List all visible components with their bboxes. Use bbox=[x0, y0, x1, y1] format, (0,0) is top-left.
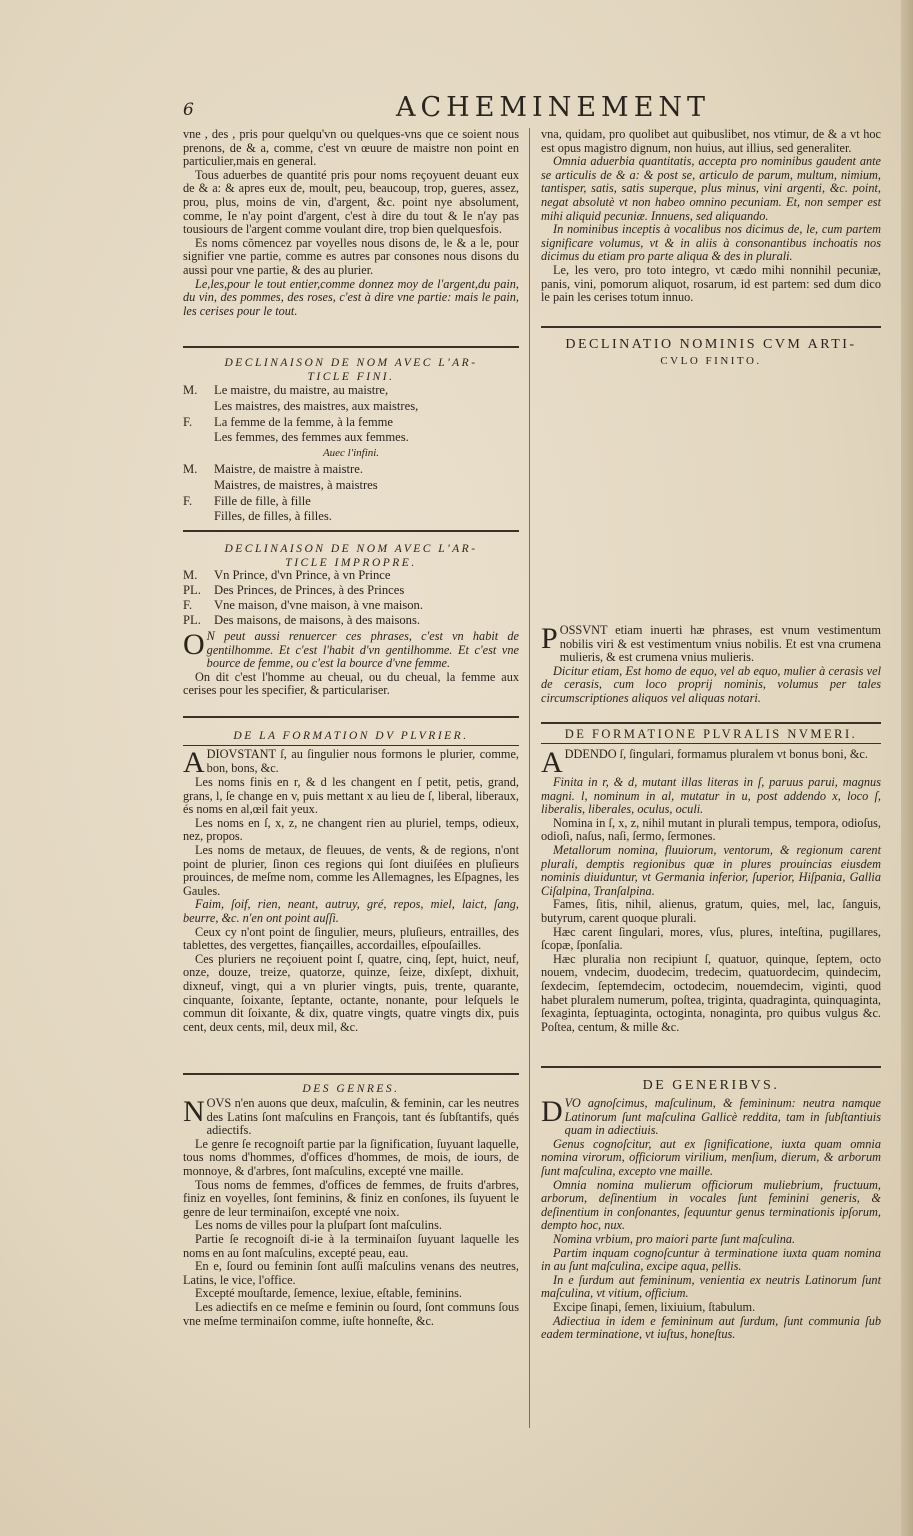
paragraph: Ces pluriers ne reçoiuent point ſ, quatre, cinq, ſept, huict, neuf, onze, douze, treize, quatorze, quinze, ſeize, dixſept, dixhuit, dixneuf, vingt, qui a vn plurier vingts, puis, trente, quarante, cinquante, ſoixante, ſeptante, octante, nonante, pour leſquels le commun dit ſoixante, & dix, quatre vingts, quatre vingts dix, puis cent, deux cents, mil, deux mil, &c. bbox=[183, 951, 519, 1034]
section-title: DECLINAISON DE NOM AVEC L'AR- TICLE FINI. bbox=[224, 357, 478, 383]
section-rule bbox=[183, 716, 519, 718]
paragraph: In e ſurdum aut femininum, venientia ex neutris Latinorum ſunt maſculina, vt vitium, officium. bbox=[541, 1272, 881, 1301]
paragraph: Fames, ſitis, nihil, alienus, gratum, quies, mel, lac, ſanguis, butyrum, carent quoque plurali. bbox=[541, 897, 881, 925]
drop-cap: D bbox=[541, 1095, 563, 1128]
paragraph: Partie ſe recognoiſt di-ie à la terminaiſon ſuyuant laquelle les noms en au ſont maſculins, excepté peau, eau. bbox=[183, 1231, 519, 1260]
section-rule bbox=[541, 743, 881, 744]
paragraph-block: O N peut aussi renuercer ces phrases, c'est vn habit de gentilhomme. Et c'est l'habit d'vn gentilhomme. Et c'est vne bource de femme, ou c'est la bource d'vne femme. On dit c'est l'homme au cheual, ou du cheual, la femme aux cerises pour les specifier, & particulariser. bbox=[183, 628, 519, 698]
paragraph: Nomina vrbium, pro maiori parte ſunt maſculina. bbox=[553, 1231, 796, 1246]
section-title: DECLINATIO NOMINIS CVM ARTI- CVLO FINITO. bbox=[565, 337, 857, 367]
paragraph: En e, ſourd ou feminin ſont auſſi maſculins venans des neutres, Latins, le vice, l'office. bbox=[183, 1259, 519, 1287]
paragraph: Es noms cõmencez par voyelles nous disons de, le & a le, pour signifier vne partie, comme es autres par consones nous disons du aussi pour vne partie, & des au plurier. bbox=[183, 235, 519, 277]
paragraph: In nominibus inceptis à vocalibus nos dicimus de, le, cum partem significare volumus, vt & in aliis à consonantibus inchoatis nos dicimus du etiam pro parte aliqua & des in plurali. bbox=[541, 222, 881, 264]
paragraph: Excepté mouſtarde, ſemence, lexiue, eſtable, feminins. bbox=[195, 1286, 463, 1301]
paragraph: Tous noms de femmes, d'offices de femmes, de fruits d'arbres, finiz en voyelles, ſont feminins, & finiz en conſones, ils ſuyuent le genre de leur terminaiſon, excepté vne noix. bbox=[183, 1177, 519, 1219]
paragraph: Nomina in ſ, x, z, nihil mutant in plurali tempus, tempora, odioſus, odioſi, naſus, naſi, ſermo, ſermones. bbox=[541, 815, 881, 844]
page-number: 6 bbox=[183, 100, 194, 120]
paragraph: Les adiectifs en ce meſme e feminin ou ſourd, ſont communs ſous vne meſme terminaiſon comme, iuſte honneſte, &c. bbox=[183, 1299, 519, 1328]
section-title: DE FORMATIONE PLVRALIS NVMERI. bbox=[564, 727, 858, 741]
paragraph: Finita in r, & d, mutant illas literas in ſ, paruus parui, magnus magni. l, nominum in al, mutatur in u, post addendo x, loco ſ, liberalis, liberales, oculus, oculi. bbox=[541, 775, 881, 817]
paragraph: Les noms en ſ, x, z, ne changent rien au pluriel, temps, odieux, nez, propos. bbox=[183, 815, 519, 844]
drop-cap: N bbox=[183, 1095, 205, 1128]
drop-cap: P bbox=[541, 622, 558, 655]
paragraph: Omnia nomina mulierum officiorum muliebrium, fructuum, arborum, deſinentium in vocales ſunt feminini generis, & deſinentium in conſonantes, ſequuntur genus terminationis ipſorum, dempto hoc, nux. bbox=[541, 1177, 881, 1233]
section-title: DE LA FORMATION DV PLVRIER. bbox=[233, 730, 469, 742]
paragraph: On dit c'est l'homme au cheual, ou du cheual, la femme aux cerises pour les specifier, & particulariser. bbox=[183, 669, 519, 698]
left-intro bbox=[183, 128, 519, 318]
paragraph: Tous aduerbes de quantité pris pour noms reçoyuent deuant eux de & a: & apres eux de, moult, peu, beaucoup, trop, gueres, assez, prou, plus, moins de vin, d'argent, &c. point nye absolument, comme, Ie n'ay point d'argent, c'est à dire du tout & Ie n'ay pas tousiours de l'argent comme voulant dire, trop bien quelquesfois. bbox=[183, 167, 519, 237]
column-divider bbox=[529, 128, 530, 1428]
page-title: ACHEMINEMENT bbox=[396, 92, 711, 123]
paragraph: Hæc pluralia non recipiunt ſ, quatuor, quinque, ſeptem, octo nouem, vndecim, duodecim, tredecim, quatuordecim, quindecim, ſexdecim, ſeptemdecim, octodecim, nouemdecim, viginti, quod habet pluralem numerum, poſtea, triginta, quadraginta, quinquaginta, ſexaginta, ſeptuaginta, octoginta, nonaginta, pro quibus vulgus &c. Poſtea, centum, & mille &c. bbox=[541, 951, 881, 1034]
paragraph: vne , des , pris pour quelqu'vn ou quelques-vns que ce soient nous prenons, de & a, comme, c'est vn œuure de maistre non point en particulier,mais en general. bbox=[183, 127, 519, 169]
paragraph: Les noms finis en r, & d les changent en ſ petit, petis, grand, grans, l, ſe change en v, puis mettant x au lieu de ſ, liberal, liberaux, és noms en al,œil fait yeux. bbox=[183, 775, 519, 817]
paragraph: Faim, ſoif, rien, neant, autruy, gré, repos, miel, laict, ſang, beurre, &c. n'en ont point auſſi. bbox=[183, 897, 519, 925]
paragraph-block: ADIOVSTANT ſ, au ſingulier nous formons le plurier, comme, bon, bons, &c. Les noms finis en r, & d les changent en ſ petit, petis, grand, grans, l, ſe change en v, puis mettant x au lieu de ſ, liberal, liberaux, és noms en al,œil fait yeux. Les noms en ſ, x, z, ne changent rien au pluriel, temps, odieux, nez, propos. Les noms de metaux, de fleuues, de vents, & de regions, n'ont point de plurier, ſinon ces regions qui ſont diuiſées en pluſieurs prouinces, de meſme nom, comme les Allemagnes, les Eſpagnes, les Gaules. Faim, ſoif, rien, neant, autruy, gré, repos, miel, laict, ſang, beurre, &c. n'en ont point auſſi. Ceux cy n'ont point de ſingulier, meurs, pluſieurs, entrailles, des tablettes, des vergettes, fiançailles, accordailles, eſpouſailles. Ces pluriers ne reçoiuent point ſ, quatre, cinq, ſept, huict, neuf, onze, douze, treize, quatorze, quinze, ſeize, dixſept, dixhuit, dixneuf, vingt, qui a vn plurier vingts, puis, trente, quarante, cinquante, ſoixante, ſeptante, octante, nonante, pour leſquels le commun dit ſoixante, & dix, quatre vingts, quatre vingts dix, puis cent, deux cents, mil, deux mil, &c. bbox=[183, 746, 519, 1034]
section-title: DE GENERIBVS. bbox=[642, 1078, 780, 1093]
paragraph-block: NOVS n'en auons que deux, maſculin, & feminin, car les neutres des Latins ſont maſculins en François, tant és ſubſtantifs, qués adiectifs. Le genre ſe recognoiſt partie par la ſignification, ſuyuant laquelle, tous noms d'hommes, d'offices d'hommes, de mois, de iours, de monnoye, & d'arbres, ſont maſculins, excepté vne maille. Tous noms de femmes, d'offices de femmes, de fruits d'arbres, finiz en voyelles, ſont feminins, & finiz en conſones, ils ſuyuent le genre de leur terminaiſon, excepté vne noix. Les noms de villes pour la pluſpart ſont maſculins. Partie ſe recognoiſt di-ie à la terminaiſon ſuyuant laquelle les noms en au ſont maſculins, excepté peau, eau. En e, ſourd ou feminin ſont auſſi maſculins venans des neutres, Latins, le vice, l'office. Excepté mouſtarde, ſemence, lexiue, eſtable, feminins. Les adiectifs en ce meſme e feminin ou ſourd, ſont communs ſous vne meſme terminaiſon comme, iuſte honneſte, &c. bbox=[183, 1095, 519, 1328]
paragraph: Partim inquam cognoſcuntur à terminatione iuxta quam nomina in au ſunt maſculina, excipe aqua, pellis. bbox=[541, 1245, 881, 1274]
paragraph: Genus cognoſcitur, aut ex ſignificatione, iuxta quam omnia nomina virorum, officiorum virilium, menſium, dierum, & arborum ſunt maſculina, excepto vne maille. bbox=[541, 1136, 881, 1178]
section-rule bbox=[183, 1073, 519, 1075]
paragraph: Metallorum nomina, fluuiorum, ventorum, & regionum carent plurali, demptis regionibus quæ in plures prouincias eiusdem nominis diuiduntur, vt Germania inferior, ſuperior, Hiſpania, Gallia Ciſalpina, Tranſalpina. bbox=[541, 842, 881, 898]
paragraph-block: POSSVNT etiam inuerti hæ phrases, est vnum vestimentum nobilis viri & est vestimentum vnius nobilis. Et est vna crumena mulieris, & est crumena vnius mulieris. Dicitur etiam, Est homo de equo, vel ab equo, mulier à cerasis vel de cerasis, cum loco proprij nominis, volumus per tales circumscriptiones aliquos vel aliquas notari. bbox=[541, 622, 881, 705]
drop-cap: O bbox=[183, 628, 205, 661]
paragraph: Ceux cy n'ont point de ſingulier, meurs, pluſieurs, entrailles, des tablettes, des vergettes, fiançailles, accordailles, eſpouſailles. bbox=[183, 924, 519, 953]
section-rule bbox=[541, 1066, 881, 1068]
declension-table: M. Le maistre, du maistre, au maistre, Les maistres, des maistres, aux maistres, F. La femme de la femme, à la femme Les femmes, des femmes aux femmes. Auec l'infini. M. Maistre, de maistre à maistre. Maistres, de maistres, à maistres F. Fille de fille, à fille Filles, de filles, à filles. bbox=[183, 383, 419, 524]
facing-page-edge bbox=[901, 0, 913, 1536]
drop-cap: A bbox=[183, 746, 205, 779]
section-rule bbox=[541, 722, 881, 724]
section-title: DES GENRES. bbox=[302, 1083, 400, 1095]
paragraph: Le genre ſe recognoiſt partie par la ſignification, ſuyuant laquelle, tous noms d'hommes, d'offices d'hommes, de mois, de iours, de monnoye, & d'arbres, ſont maſculins, excepté vne maille. bbox=[183, 1136, 519, 1178]
paragraph: Les noms de metaux, de fleuues, de vents, & de regions, n'ont point de plurier, ſinon ces regions qui ſont diuiſées en pluſieurs prouinces, de meſme nom, comme les Allemagnes, les Eſpagnes, les Gaules. bbox=[183, 842, 519, 898]
paragraph-block: ADDENDO ſ, ſingulari, formamus pluralem vt bonus boni, &c. Finita in r, & d, mutant illas literas in ſ, paruus parui, magnus magni. l, nominum in al, mutatur in u, post addendo x, loco ſ, liberalis, liberales, oculus, oculi. Nomina in ſ, x, z, nihil mutant in plurali tempus, tempora, odioſus, odioſi, naſus, naſi, ſermo, ſermones. Metallorum nomina, fluuiorum, ventorum, & regionum carent plurali, demptis regionibus quæ in plures prouincias eiusdem nominis diuiduntur, vt Germania inferior, ſuperior, Hiſpania, Gallia Ciſalpina, Tranſalpina. Fames, ſitis, nihil, alienus, gratum, quies, mel, lac, ſanguis, butyrum, carent quoque plurali. Hæc carent ſingulari, mores, vſus, plures, inteſtina, pugillares, ſcopæ, ſponſalia. Hæc pluralia non recipiunt ſ, quatuor, quinque, ſeptem, octo nouem, vndecim, duodecim, tredecim, quatuordecim, quindecim, ſexdecim, ſeptemdecim, octodecim, nouemdecim, viginti, quod habet pluralem numerum, poſtea, triginta, quadraginta, quinquaginta, ſexaginta, ſeptuaginta, octoginta, nonaginta, pro quibus vulgus &c. Poſtea, centum, & mille &c. bbox=[541, 746, 881, 1034]
paragraph-block: DVO agnoſcimus, maſculinum, & femininum: neutra namque Latinorum ſunt maſculina Gallicè reddita, tam in ſubſtantiuis quam in adiectiuis. Genus cognoſcitur, aut ex ſignificatione, iuxta quam omnia nomina virorum, officiorum virilium, menſium, dierum, & arborum ſunt maſculina, excepto vne maille. Omnia nomina mulierum officiorum muliebrium, fructuum, arborum, deſinentium in vocales ſunt feminini generis, & deſinentium in conſonantes, ſequuntur genus terminationis ipſorum, dempto hoc, nux. Nomina vrbium, pro maiori parte ſunt maſculina. Partim inquam cognoſcuntur à terminatione iuxta quam nomina in au ſunt maſculina, excipe aqua, pellis. In e ſurdum aut femininum, venientia ex neutris Latinorum ſunt maſculina, vt vitium, officium. Excipe ſinapi, ſemen, lixiuium, ſtabulum. Adiectiua in idem e femininum aut ſurdum, ſunt communia ſub eadem terminatione, vt iuſtus, honeſtus. bbox=[541, 1095, 881, 1342]
paragraph: Omnia aduerbia quantitatis, accepta pro nominibus gaudent ante se articulis de & a: & post se, articulo de parum, multum, nimium, tantisper, satis, satis superque, plus minus, vini argenti, &c. point, negat absolutè vt non habeo omnino pecuniam. Et, non semper est mihi aliquid pecuniæ. Innuens, sed aliquando. bbox=[541, 154, 881, 223]
paragraph: Les noms de villes pour la pluſpart ſont maſculins. bbox=[195, 1218, 442, 1233]
right-intro bbox=[541, 128, 881, 305]
paragraph: Dicitur etiam, Est homo de equo, vel ab equo, mulier à cerasis vel de cerasis, cum loco proprij nominis, volumus per tales circumscriptiones aliquos vel aliquas notari. bbox=[541, 663, 881, 705]
paragraph: Adiectiua in idem e femininum aut ſurdum, ſunt communia ſub eadem terminatione, vt iuſtus, honeſtus. bbox=[541, 1313, 881, 1342]
section-title: DECLINAISON DE NOM AVEC L'AR- TICLE IMPROPRE. bbox=[224, 543, 478, 569]
drop-cap: A bbox=[541, 746, 563, 779]
paragraph: Hæc carent ſingulari, mores, vſus, plures, inteſtina, pugillares, ſcopæ, ſponſalia. bbox=[541, 924, 881, 953]
section-rule bbox=[183, 346, 519, 348]
paragraph: vna, quidam, pro quolibet aut quibuslibet, nos vtimur, de & a vt hoc est opus magistro dignum, non huius, aut illius, sed generaliter. bbox=[541, 127, 881, 155]
section-rule bbox=[541, 326, 881, 328]
paragraph: Excipe ſinapi, ſemen, lixiuium, ſtabulum. bbox=[553, 1299, 756, 1314]
declension-table: M. Vn Prince, d'vn Prince, à vn Prince PL. Des Princes, de Princes, à des Princes F. Vne maison, d'vne maison, à vne maison. PL. Des maisons, de maisons, à des maisons. bbox=[183, 568, 423, 627]
section-rule bbox=[183, 530, 519, 532]
paragraph: Le,les,pour le tout entier,comme donnez moy de l'argent,du pain, du vin, des pommes, des roses, c'est à dire vne partie: mais le pain, les cerises pour le tout. bbox=[183, 276, 519, 318]
paragraph: Le, les vero, pro toto integro, vt cædo mihi nonnihil pecuniæ, panis, vini, pomorum aliquot, rosarum, id est partem: sed dum dico le pain les cerises totum innuo. bbox=[541, 262, 881, 305]
section-rule bbox=[183, 745, 519, 746]
